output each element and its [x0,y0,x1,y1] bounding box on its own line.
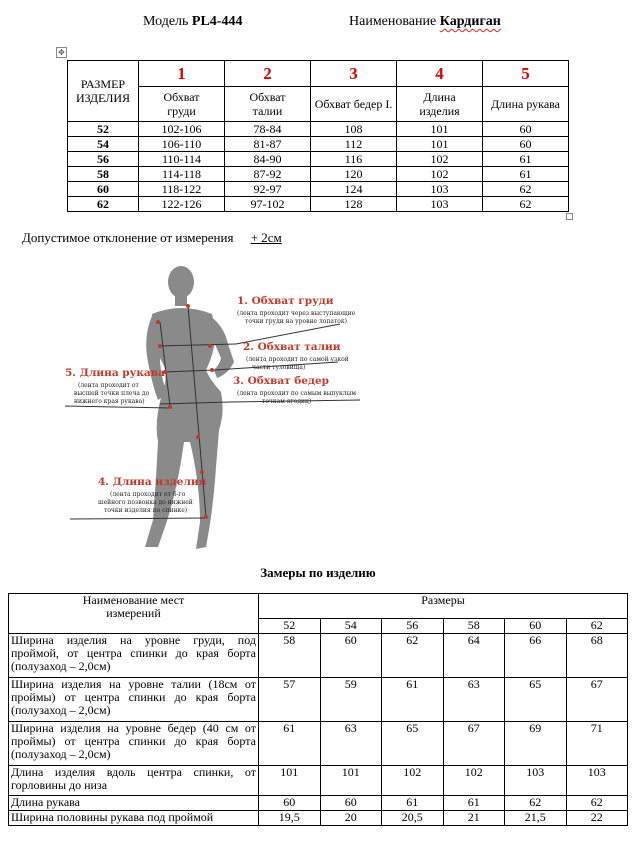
hips-note-2: точкам ягодиц) [262,398,312,405]
model-label: Модель [143,14,189,29]
row-name: Длина рукава [9,796,259,811]
value-cell: 101 [397,122,483,137]
value-cell: 84-90 [225,152,311,167]
value-cell: 62 [505,796,567,811]
value-cell: 71 [566,722,628,766]
chest-note-2: точки груди на уровне лопаток) [245,318,347,325]
waist-title: 2. Обхват талии [243,341,341,353]
value-cell: 114-118 [139,167,225,182]
sleeve-note-2: высшей точки плеча до [74,390,150,397]
value-cell: 57 [259,678,321,722]
waist-note-2: части туловища) [252,364,306,371]
value-cell: 60 [320,796,382,811]
value-cell: 102 [397,152,483,167]
size-table [67,60,569,212]
model-heading [143,14,242,30]
value-cell: 102 [382,766,444,796]
row-name: Ширина изделия на уровне груди, под проймой, от центра спинки до края борта (полузаход – 2,0см) [9,634,259,678]
length-note-2: шейного позвонка до нижней [98,499,193,506]
value-cell: 21 [443,811,505,826]
col-header-sleeve: Длина рукава [483,87,569,122]
value-cell: 103 [566,766,628,796]
value-cell: 60 [483,122,569,137]
value-cell: 97-102 [225,197,311,212]
name-heading [349,14,501,30]
value-cell: 58 [259,634,321,678]
size-header: 54 [320,619,382,634]
value-cell: 103 [505,766,567,796]
sleeve-note-1: (лента проходит от [78,382,139,389]
value-cell: 101 [397,137,483,152]
sleeve-note-3: нижнего края рукава) [74,398,145,405]
value-cell: 102-106 [139,122,225,137]
value-cell: 20 [320,811,382,826]
value-cell: 65 [505,678,567,722]
value-cell: 122-126 [139,197,225,212]
length-note-1: (лента проходит от 6-го [110,491,186,498]
value-cell: 103 [397,197,483,212]
value-cell: 78-84 [225,122,311,137]
value-cell: 87-92 [225,167,311,182]
value-cell: 62 [483,182,569,197]
value-cell: 124 [311,182,397,197]
col-number-5: 5 [483,61,569,87]
length-title: 4. Длина изделия [98,476,207,488]
value-cell: 92-97 [225,182,311,197]
value-cell: 120 [311,167,397,182]
value-cell: 103 [397,182,483,197]
size-cell: 58 [68,167,139,182]
table-row [9,766,628,796]
model-value: PL4-444 [191,14,243,29]
value-cell: 65 [382,722,444,766]
size-cell: 60 [68,182,139,197]
table-row [68,152,569,167]
table-row [9,722,628,766]
table-row [9,634,628,678]
value-cell: 61 [483,167,569,182]
value-cell: 128 [311,197,397,212]
name-label: Наименование [349,14,437,29]
value-cell: 66 [505,634,567,678]
value-cell: 63 [320,722,382,766]
value-cell: 62 [483,197,569,212]
row-name: Ширина половины рукава под проймой [9,811,259,826]
value-cell: 110-114 [139,152,225,167]
value-cell: 101 [320,766,382,796]
measurements-title: Замеры по изделию [260,565,376,580]
size-header: 52 [259,619,321,634]
value-cell: 102 [443,766,505,796]
col-header-waist: Обхват талии [225,87,311,122]
row-name: Ширина изделия на уровне бедер (40 см от проймы) от центра спинки до края борта (полузаход – 2,0см) [9,722,259,766]
size-cell: 54 [68,137,139,152]
size-cell: 62 [68,197,139,212]
size-corner-label: РАЗМЕР ИЗДЕЛИЯ [68,61,139,122]
value-cell: 106-110 [139,137,225,152]
col-number-1: 1 [139,61,225,87]
value-cell: 20,5 [382,811,444,826]
value-cell: 67 [443,722,505,766]
value-cell: 69 [505,722,567,766]
value-cell: 61 [382,796,444,811]
size-header: 60 [505,619,567,634]
table-row [9,811,628,826]
col-number-3: 3 [311,61,397,87]
size-header: 56 [382,619,444,634]
value-cell: 63 [443,678,505,722]
tolerance-value: + 2см [250,230,282,245]
value-cell: 62 [566,796,628,811]
measurement-figure [40,262,380,557]
size-cell: 52 [68,122,139,137]
tolerance-text: Допустимое отклонение от измерения [22,230,234,245]
measurements-table [8,593,628,826]
waist-note-1: (лента проходит по самой узкой [246,356,349,363]
row-name: Ширина изделия на уровне талии (18см от проймы) от центра спинки до края борта (полузаход – 2,0см) [9,678,259,722]
table-row [68,197,569,212]
value-cell: 22 [566,811,628,826]
col-number-4: 4 [397,61,483,87]
value-cell: 64 [443,634,505,678]
size-header: 58 [443,619,505,634]
value-cell: 61 [483,152,569,167]
table-resize-handle[interactable] [566,213,573,220]
size-cell: 56 [68,152,139,167]
col-header-hips: Обхват бедер I. [311,87,397,122]
table-row [68,182,569,197]
value-cell: 60 [320,634,382,678]
col-header-chest: Обхват груди [139,87,225,122]
value-cell: 61 [259,722,321,766]
chest-note-1: (лента проходит через выступающие [237,310,356,317]
header-sizes: Размеры [259,594,628,619]
table-row [68,137,569,152]
size-header: 62 [566,619,628,634]
length-note-3: точки изделия по спинке) [104,507,188,514]
table-row [68,122,569,137]
col-header-length: Длина изделия [397,87,483,122]
row-name: Длина изделия вдоль центра спинки, от горловины до низа [9,766,259,796]
value-cell: 112 [311,137,397,152]
table-move-handle-icon[interactable]: ✥ [56,47,67,58]
value-cell: 59 [320,678,382,722]
value-cell: 102 [397,167,483,182]
value-cell: 21,5 [505,811,567,826]
table-row [68,167,569,182]
value-cell: 61 [382,678,444,722]
value-cell: 60 [483,137,569,152]
value-cell: 60 [259,796,321,811]
value-cell: 68 [566,634,628,678]
col-number-2: 2 [225,61,311,87]
value-cell: 62 [382,634,444,678]
value-cell: 81-87 [225,137,311,152]
tolerance-note [22,230,282,246]
chest-title: 1. Обхват груди [237,295,334,307]
value-cell: 118-122 [139,182,225,197]
value-cell: 116 [311,152,397,167]
table-row [9,678,628,722]
hips-title: 3. Обхват бедер [233,375,329,387]
value-cell: 61 [443,796,505,811]
value-cell: 67 [566,678,628,722]
value-cell: 101 [259,766,321,796]
sleeve-title: 5. Длина рукава [65,367,165,379]
header-left: Наименование мест измерений [9,594,259,634]
value-cell: 19,5 [259,811,321,826]
name-value: Кардиган [439,14,501,29]
hips-note-1: (лента проходит по самым выпуклым [237,390,357,397]
table-row [9,796,628,811]
value-cell: 108 [311,122,397,137]
